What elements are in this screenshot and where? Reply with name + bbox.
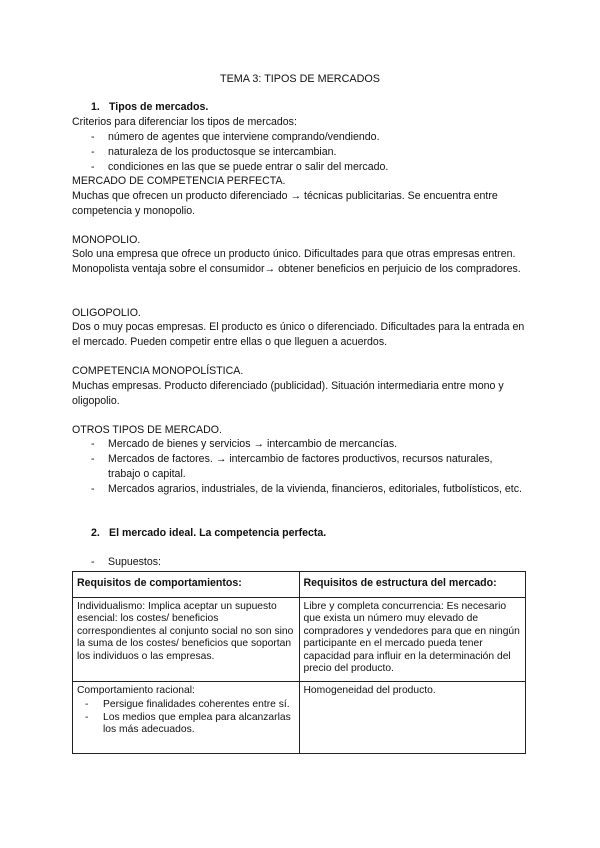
table-cell-comportamiento-racional <box>73 682 300 754</box>
table-cell-individualismo: Individualismo: Implica aceptar un supuesto esencial: los costes/ beneficios correspondientes al conjunto social no son sino la suma de los costes/ beneficios que soportan los individuos o las empresas. <box>73 598 300 682</box>
otros-tipos-text: Mercado de bienes y servicios → intercambio de mercancías. <box>108 438 398 450</box>
section2-heading <box>91 527 326 539</box>
oligopolio-heading: OLIGOPOLIO. <box>72 307 141 319</box>
bullet-dash: - <box>85 699 89 711</box>
bullet-dash: - <box>91 131 95 143</box>
competencia-monopolistica-text: Muchas empresas. Producto diferenciado (publicidad). Situación intermediaria entre mono y oligopolio. <box>72 380 504 407</box>
bullet-dash: - <box>91 146 95 158</box>
criteria-text: condiciones en las que se puede entrar o salir del mercado. <box>108 161 389 173</box>
list-item-text: Persigue finalidades coherentes entre sí. <box>103 699 290 711</box>
table-header-cell: Requisitos de estructura del mercado: <box>299 572 526 598</box>
otros-tipos-text: Mercados de factores. → intercambio de factores productivos, recursos naturales, trabajo o capital. <box>108 453 493 480</box>
competencia-monopolistica-heading: COMPETENCIA MONOPOLÍSTICA. <box>72 365 244 377</box>
criteria-item <box>91 130 380 145</box>
supuestos-item <box>91 555 161 570</box>
list-item <box>77 699 295 711</box>
table-header-row <box>73 572 526 598</box>
otros-tipos-item <box>91 482 531 497</box>
section1-heading-text: Tipos de mercados. <box>109 101 209 113</box>
oligopolio-text: Dos o muy pocas empresas. El producto es único o diferenciado. Dificultades para la entrada en el mercado. Pueden competir entre ellas o que lleguen a acuerdos. <box>72 321 525 348</box>
table-cell-homogeneidad: Homogeneidad del producto. <box>299 682 526 754</box>
criteria-item <box>91 160 388 175</box>
otros-tipos-text: Mercados agrarios, industriales, de la vivienda, financieros, editoriales, futbolísticos, etc. <box>108 483 522 495</box>
section1-heading <box>91 101 208 113</box>
bullet-dash: - <box>91 453 95 465</box>
table-row <box>73 682 526 754</box>
otros-tipos-item <box>91 452 521 481</box>
criteria-intro: Criterios para diferenciar los tipos de mercados: <box>72 116 297 128</box>
cell-list <box>77 699 295 736</box>
bullet-dash: - <box>91 438 95 450</box>
criteria-text: naturaleza de los productosque se intercambian. <box>108 146 337 158</box>
otros-tipos-item <box>91 437 531 452</box>
competencia-perfecta-text: Muchas que ofrecen un producto diferenciado → técnicas publicitarias. Se encuentra entre competencia y monopolio. <box>72 190 498 217</box>
supuestos-label: Supuestos: <box>108 556 162 568</box>
bullet-dash: - <box>91 556 95 568</box>
table-header-cell: Requisitos de comportamientos: <box>73 572 300 598</box>
section2-heading-text: El mercado ideal. La competencia perfecta. <box>109 527 327 539</box>
bullet-dash: - <box>85 711 89 723</box>
list-item <box>77 712 295 737</box>
section1-number: 1. <box>91 101 100 113</box>
requisitos-table <box>72 571 526 754</box>
monopolio-text: Solo una empresa que ofrece un producto único. Dificultades para que otras empresas entren. Monopolista ventaja sobre el consumidor→ obtener beneficios en perjuicio de los compradores. <box>72 248 521 275</box>
document-title: TEMA 3: TIPOS DE MERCADOS <box>220 73 380 85</box>
otros-tipos-heading: OTROS TIPOS DE MERCADO. <box>72 424 222 436</box>
criteria-text: número de agentes que interviene comprando/vendiendo. <box>108 131 380 143</box>
competencia-perfecta-heading: MERCADO DE COMPETENCIA PERFECTA. <box>72 175 286 187</box>
cell-title: Comportamiento racional: <box>77 685 195 696</box>
list-item-text: Los medios que emplea para alcanzarlas los más adecuados. <box>103 711 291 736</box>
criteria-item <box>91 145 337 160</box>
bullet-dash: - <box>91 483 95 495</box>
table-cell-concurrencia: Libre y completa concurrencia: Es necesario que exista un número muy elevado de compradores y vendedores para que en ningún participante en el mercado pueda tener capacidad para influir en la determinación del precio del producto. <box>299 598 526 682</box>
section2-number: 2. <box>91 527 100 539</box>
monopolio-heading: MONOPOLIO. <box>72 234 141 246</box>
table-row <box>73 598 526 682</box>
bullet-dash: - <box>91 161 95 173</box>
